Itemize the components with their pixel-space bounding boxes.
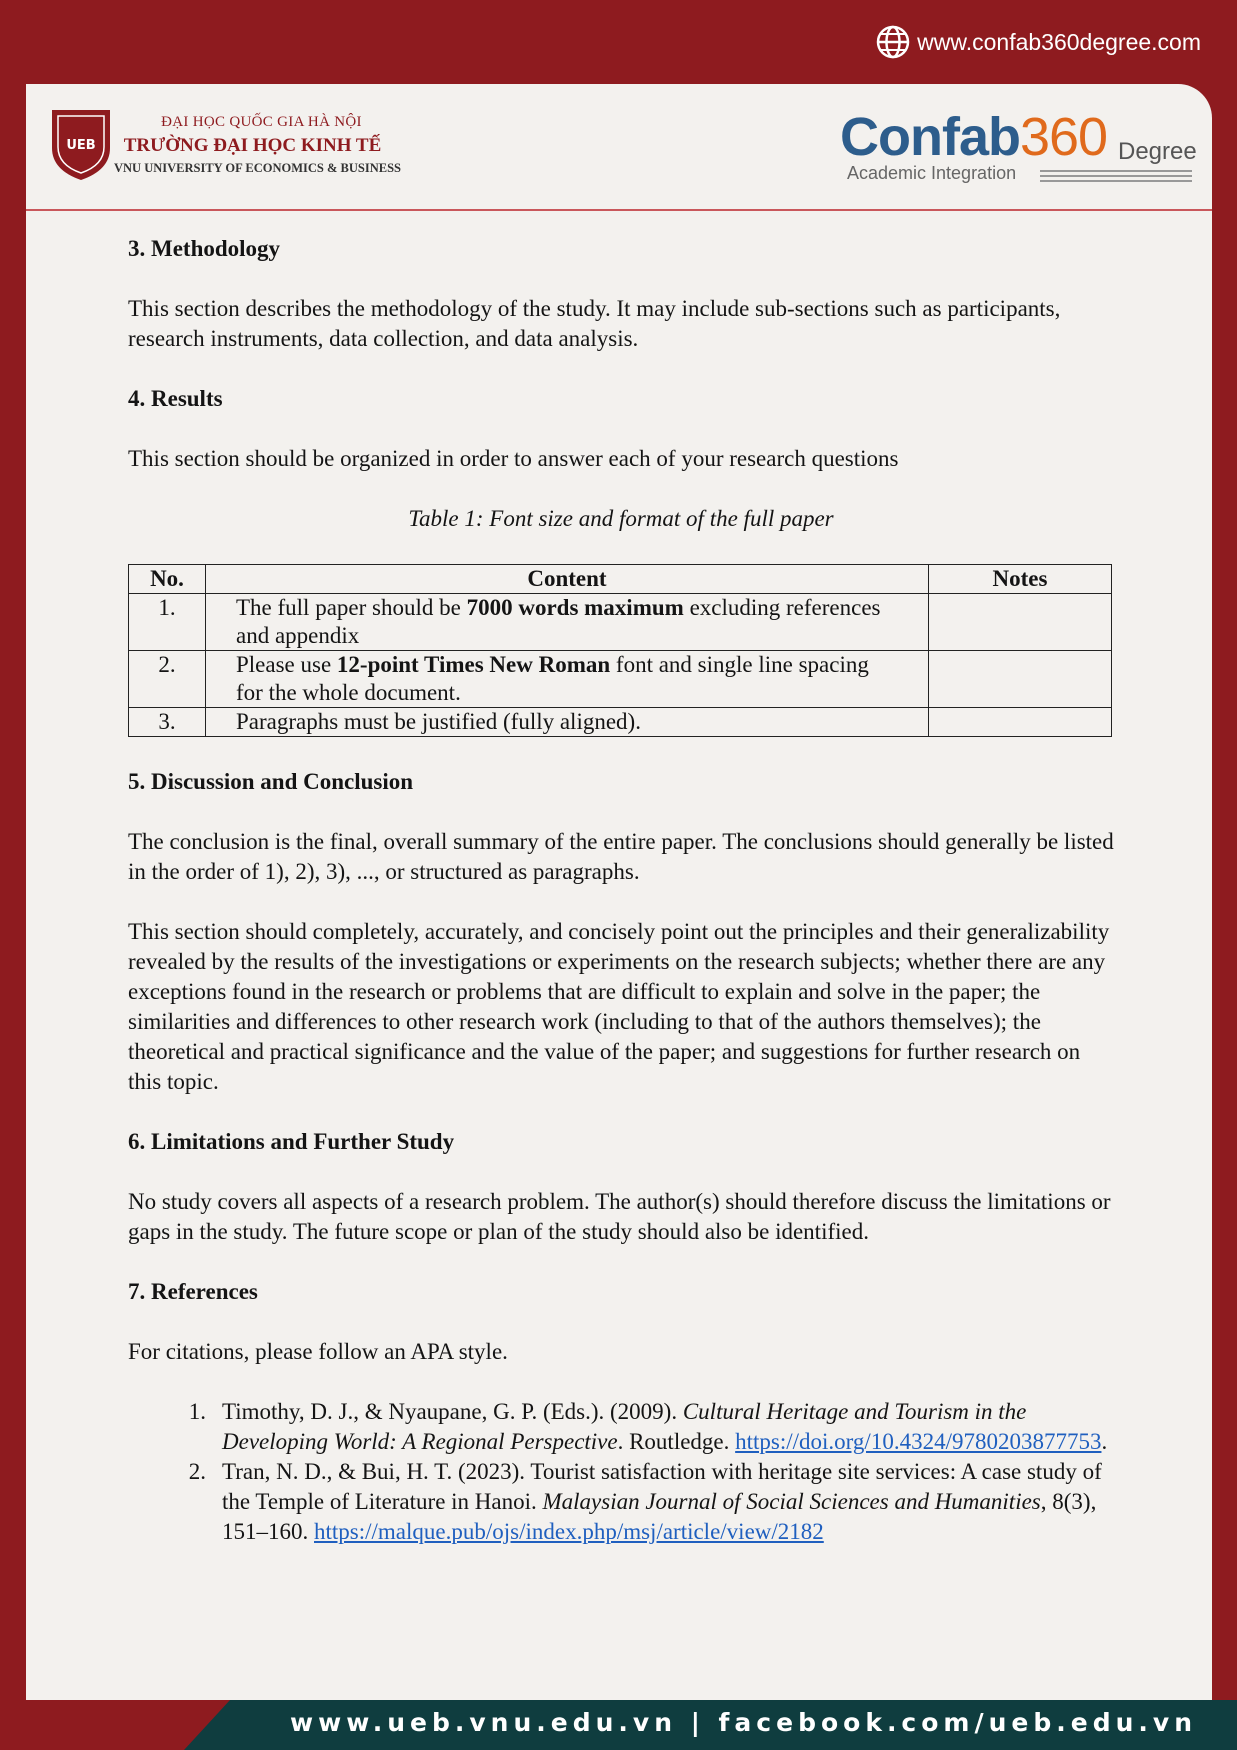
row-number: 2.	[129, 651, 206, 708]
table-row	[129, 708, 1112, 737]
reference-number: 1.	[188, 1399, 206, 1424]
row-number: 1.	[129, 594, 206, 651]
reference-text: Timothy, D. J., & Nyaupane, G. P. (Eds.). (2009). Cultural Heritage and Tourism in the Developing World: A Regional Perspective. Routledge. https://doi.org/10.4324/9780203877753.	[222, 1399, 1108, 1454]
results-text: This section should be organized in order to answer each of your research questions	[128, 446, 899, 471]
reference-text: Tran, N. D., & Bui, H. T. (2023). Tourist satisfaction with heritage site services: A case study of the Temple of Literature in Hanoi. Malaysian Journal of Social Sciences and Humanities, 8(3), 151–160. https://malque.pub/ojs/index.php/msj/article/view/2182	[222, 1459, 1102, 1544]
confab-degree: Degree	[1118, 138, 1197, 165]
references-heading: 7. References	[128, 1279, 258, 1304]
row-content: Paragraphs must be justified (fully aligned).	[206, 708, 929, 737]
row-content: The full paper should be 7000 words maximum excluding references and appendix	[206, 594, 929, 651]
col-header-no: No.	[129, 565, 206, 594]
format-table	[128, 564, 1112, 737]
document-body	[128, 234, 1114, 1547]
website-url[interactable]: www.confab360degree.com	[917, 28, 1201, 55]
confab-number: 360	[1019, 107, 1108, 167]
methodology-heading: 3. Methodology	[128, 236, 281, 261]
ueb-line-1: ĐẠI HỌC QUỐC GIA HÀ NỘI	[161, 114, 362, 130]
methodology-text: This section describes the methodology of the study. It may include sub-sections such as participants, research instruments, data collection, and data analysis.	[128, 296, 1061, 351]
col-header-notes: Notes	[929, 565, 1112, 594]
row-notes	[929, 594, 1112, 651]
reference-link[interactable]: https://doi.org/10.4324/9780203877753	[735, 1429, 1102, 1454]
reference-item	[128, 1397, 1114, 1457]
confab-logo	[840, 107, 1197, 190]
limitations-heading: 6. Limitations and Further Study	[128, 1129, 455, 1154]
reference-item	[128, 1457, 1114, 1547]
discussion-text-1: The conclusion is the final, overall summary of the entire paper. The conclusions should generally be listed in the order of 1), 2), 3), ..., or structured as paragraphs.	[128, 829, 1114, 884]
reference-link[interactable]: https://malque.pub/ojs/index.php/msj/article/view/2182	[314, 1519, 824, 1544]
row-notes	[929, 708, 1112, 737]
references-intro: For citations, please follow an APA style.	[128, 1339, 508, 1364]
row-content: Please use 12-point Times New Roman font and single line spacing for the whole document.	[206, 651, 929, 708]
globe-icon	[875, 24, 911, 60]
results-heading: 4. Results	[128, 386, 223, 411]
table-caption: Table 1: Font size and format of the full paper	[408, 506, 834, 531]
row-number: 3.	[129, 708, 206, 737]
ueb-line-3: VNU UNIVERSITY OF ECONOMICS & BUSINESS	[114, 161, 401, 175]
ueb-logo	[48, 104, 401, 182]
ueb-line-2: TRƯỜNG ĐẠI HỌC KINH TẾ	[123, 135, 382, 156]
discussion-text-2: This section should completely, accurately, and concisely point out the principles and their generalizability revealed by the results of the investigations or experiments on the research subjects; whether there are any exceptions found in the research or problems that are difficult to explain and solve in the paper; the similarities and differences to other research work (including to that of the authors themselves); the theoretical and practical significance and the value of the paper; and suggestions for further research on this topic.	[128, 919, 1110, 1094]
website-link[interactable]	[875, 24, 1201, 60]
discussion-heading: 5. Discussion and Conclusion	[128, 769, 414, 794]
page-edge	[1213, 84, 1237, 1700]
table-row	[129, 651, 1112, 708]
row-notes	[929, 651, 1112, 708]
header-divider	[26, 209, 1212, 211]
table-row	[129, 594, 1112, 651]
footer-links[interactable]: www.ueb.vnu.edu.vn | facebook.com/ueb.edu.vn	[290, 1708, 1197, 1737]
shield-text: UEB	[66, 138, 96, 153]
confab-tagline: Academic Integration	[847, 163, 1017, 183]
confab-word: Confab	[840, 107, 1020, 167]
reference-number: 2.	[188, 1459, 206, 1484]
table-header-row	[129, 565, 1112, 594]
limitations-text: No study covers all aspects of a research problem. The author(s) should therefore discuss the limitations or gaps in the study. The future scope or plan of the study should also be identified.	[128, 1189, 1111, 1244]
col-header-content: Content	[206, 565, 929, 594]
reference-list	[128, 1397, 1114, 1547]
confab-lines	[1040, 170, 1192, 185]
